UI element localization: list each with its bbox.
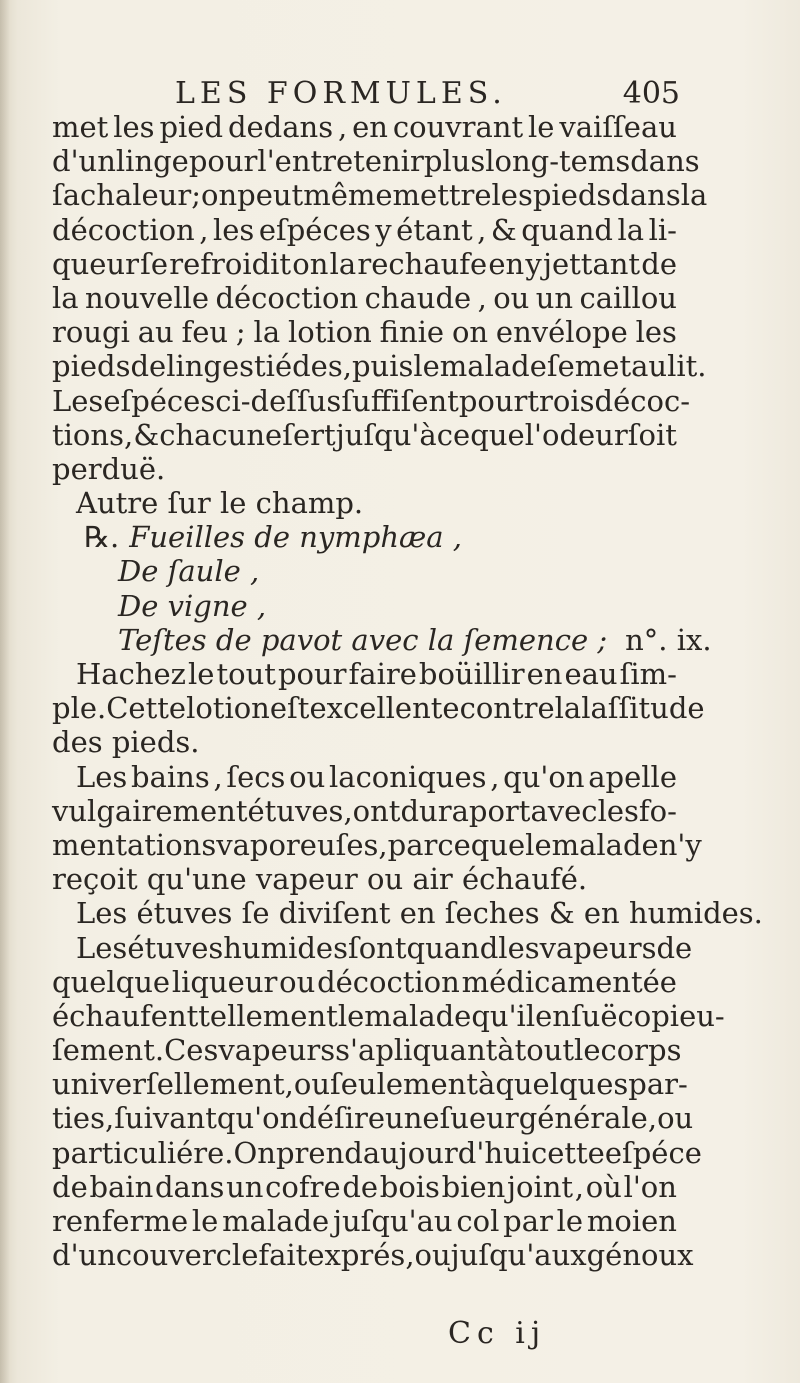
subheading: Autre ſur le champ. bbox=[76, 486, 364, 521]
running-title: LES FORMULES. bbox=[175, 76, 507, 111]
text-line: univerſellement , ou ſeulement à quelques par- bbox=[52, 1067, 688, 1102]
signature-mark: Cc ij bbox=[448, 1316, 547, 1351]
recipe-symbol: ℞. bbox=[84, 520, 120, 555]
recipe-ingredient: Fueilles de nymphæa , bbox=[129, 520, 462, 555]
text-line: Les eſpéces ci-deſſus ſuffiſent pour trois décoc- bbox=[52, 383, 691, 418]
text-line: vulgairement étuves , ont du raport avec les fo- bbox=[52, 793, 677, 828]
text-line: de bain dans un cofre de bois bien joint , où l'on bbox=[52, 1169, 677, 1204]
text-line: d'un couvercle fait exprés , ou juſqu'aux génoux bbox=[52, 1238, 694, 1273]
recipe-ingredient: De ſaule , bbox=[118, 554, 260, 589]
text-line: décoction , les eſpéces y étant , & quand la li- bbox=[52, 212, 677, 247]
text-line: rougi au feu ; la lotion finie on envélope les bbox=[52, 315, 677, 350]
recipe-ingredient: Teſtes de pavot avec la ſemence ; bbox=[118, 622, 608, 657]
text-line: Hachez le tout pour faire boüillir en eau ſim- bbox=[76, 657, 677, 691]
recipe-ingredient: De vigne , bbox=[118, 588, 267, 623]
text-line: ties, ſuivant qu'on déſire une ſueur générale , ou bbox=[52, 1101, 694, 1136]
text-line: ſa chaleur ; on peut même mettre les pieds dans la bbox=[52, 178, 708, 213]
text-line: des pieds. bbox=[52, 725, 200, 760]
text-line: échaufent tellement le malade qu'il en ſuë copieu- bbox=[52, 998, 725, 1033]
text-line: renferme le malade juſqu'au col par le moien bbox=[52, 1204, 677, 1238]
page-number: 405 bbox=[622, 76, 680, 111]
text-line: d'un linge pour l'entretenir plus long-tems dans bbox=[52, 144, 700, 179]
recipe-quantity: n°. ix. bbox=[625, 622, 712, 657]
body-text bbox=[52, 110, 763, 1273]
text-line: tions , & chacune ſert juſqu'à ce que l'odeur ſoit bbox=[52, 417, 677, 452]
recipe-item bbox=[52, 520, 677, 554]
text-line: ple. Cette lotion eſt excellente contre la laſſitude bbox=[52, 691, 705, 726]
text-line: Les étuves humides ſont quand les vapeurs de bbox=[76, 930, 693, 965]
text-line: quelque liqueur ou décoction médicamentée bbox=[52, 964, 677, 999]
text-line: mentations vaporeuſes , parce que le malade n'y bbox=[52, 827, 702, 862]
text-line: met les pied dedans , en couvrant le vaiſſeau bbox=[52, 110, 677, 144]
text-line: la nouvelle décoction chaude , ou un caillou bbox=[52, 280, 677, 315]
text-line: Les étuves ſe diviſent en ſeches & en humides. bbox=[76, 896, 763, 931]
text-line: ſement. Ces vapeurs s'apliquant à tout le corps bbox=[52, 1033, 682, 1068]
text-line: reçoit qu'une vapeur ou air échaufé. bbox=[52, 862, 588, 897]
text-line: queur ſe refroidit on la rechaufe en y jettant de bbox=[52, 246, 677, 281]
recipe-item bbox=[52, 622, 712, 657]
text-line: Les bains , ſecs ou laconiques , qu'on apelle bbox=[76, 759, 677, 794]
text-line: particuliére. On prend aujourd'hui cette eſpéce bbox=[52, 1135, 702, 1170]
text-line: perduë. bbox=[52, 451, 166, 486]
text-line: pieds de linges tiédes,puis le malade ſe met au lit. bbox=[52, 349, 707, 384]
